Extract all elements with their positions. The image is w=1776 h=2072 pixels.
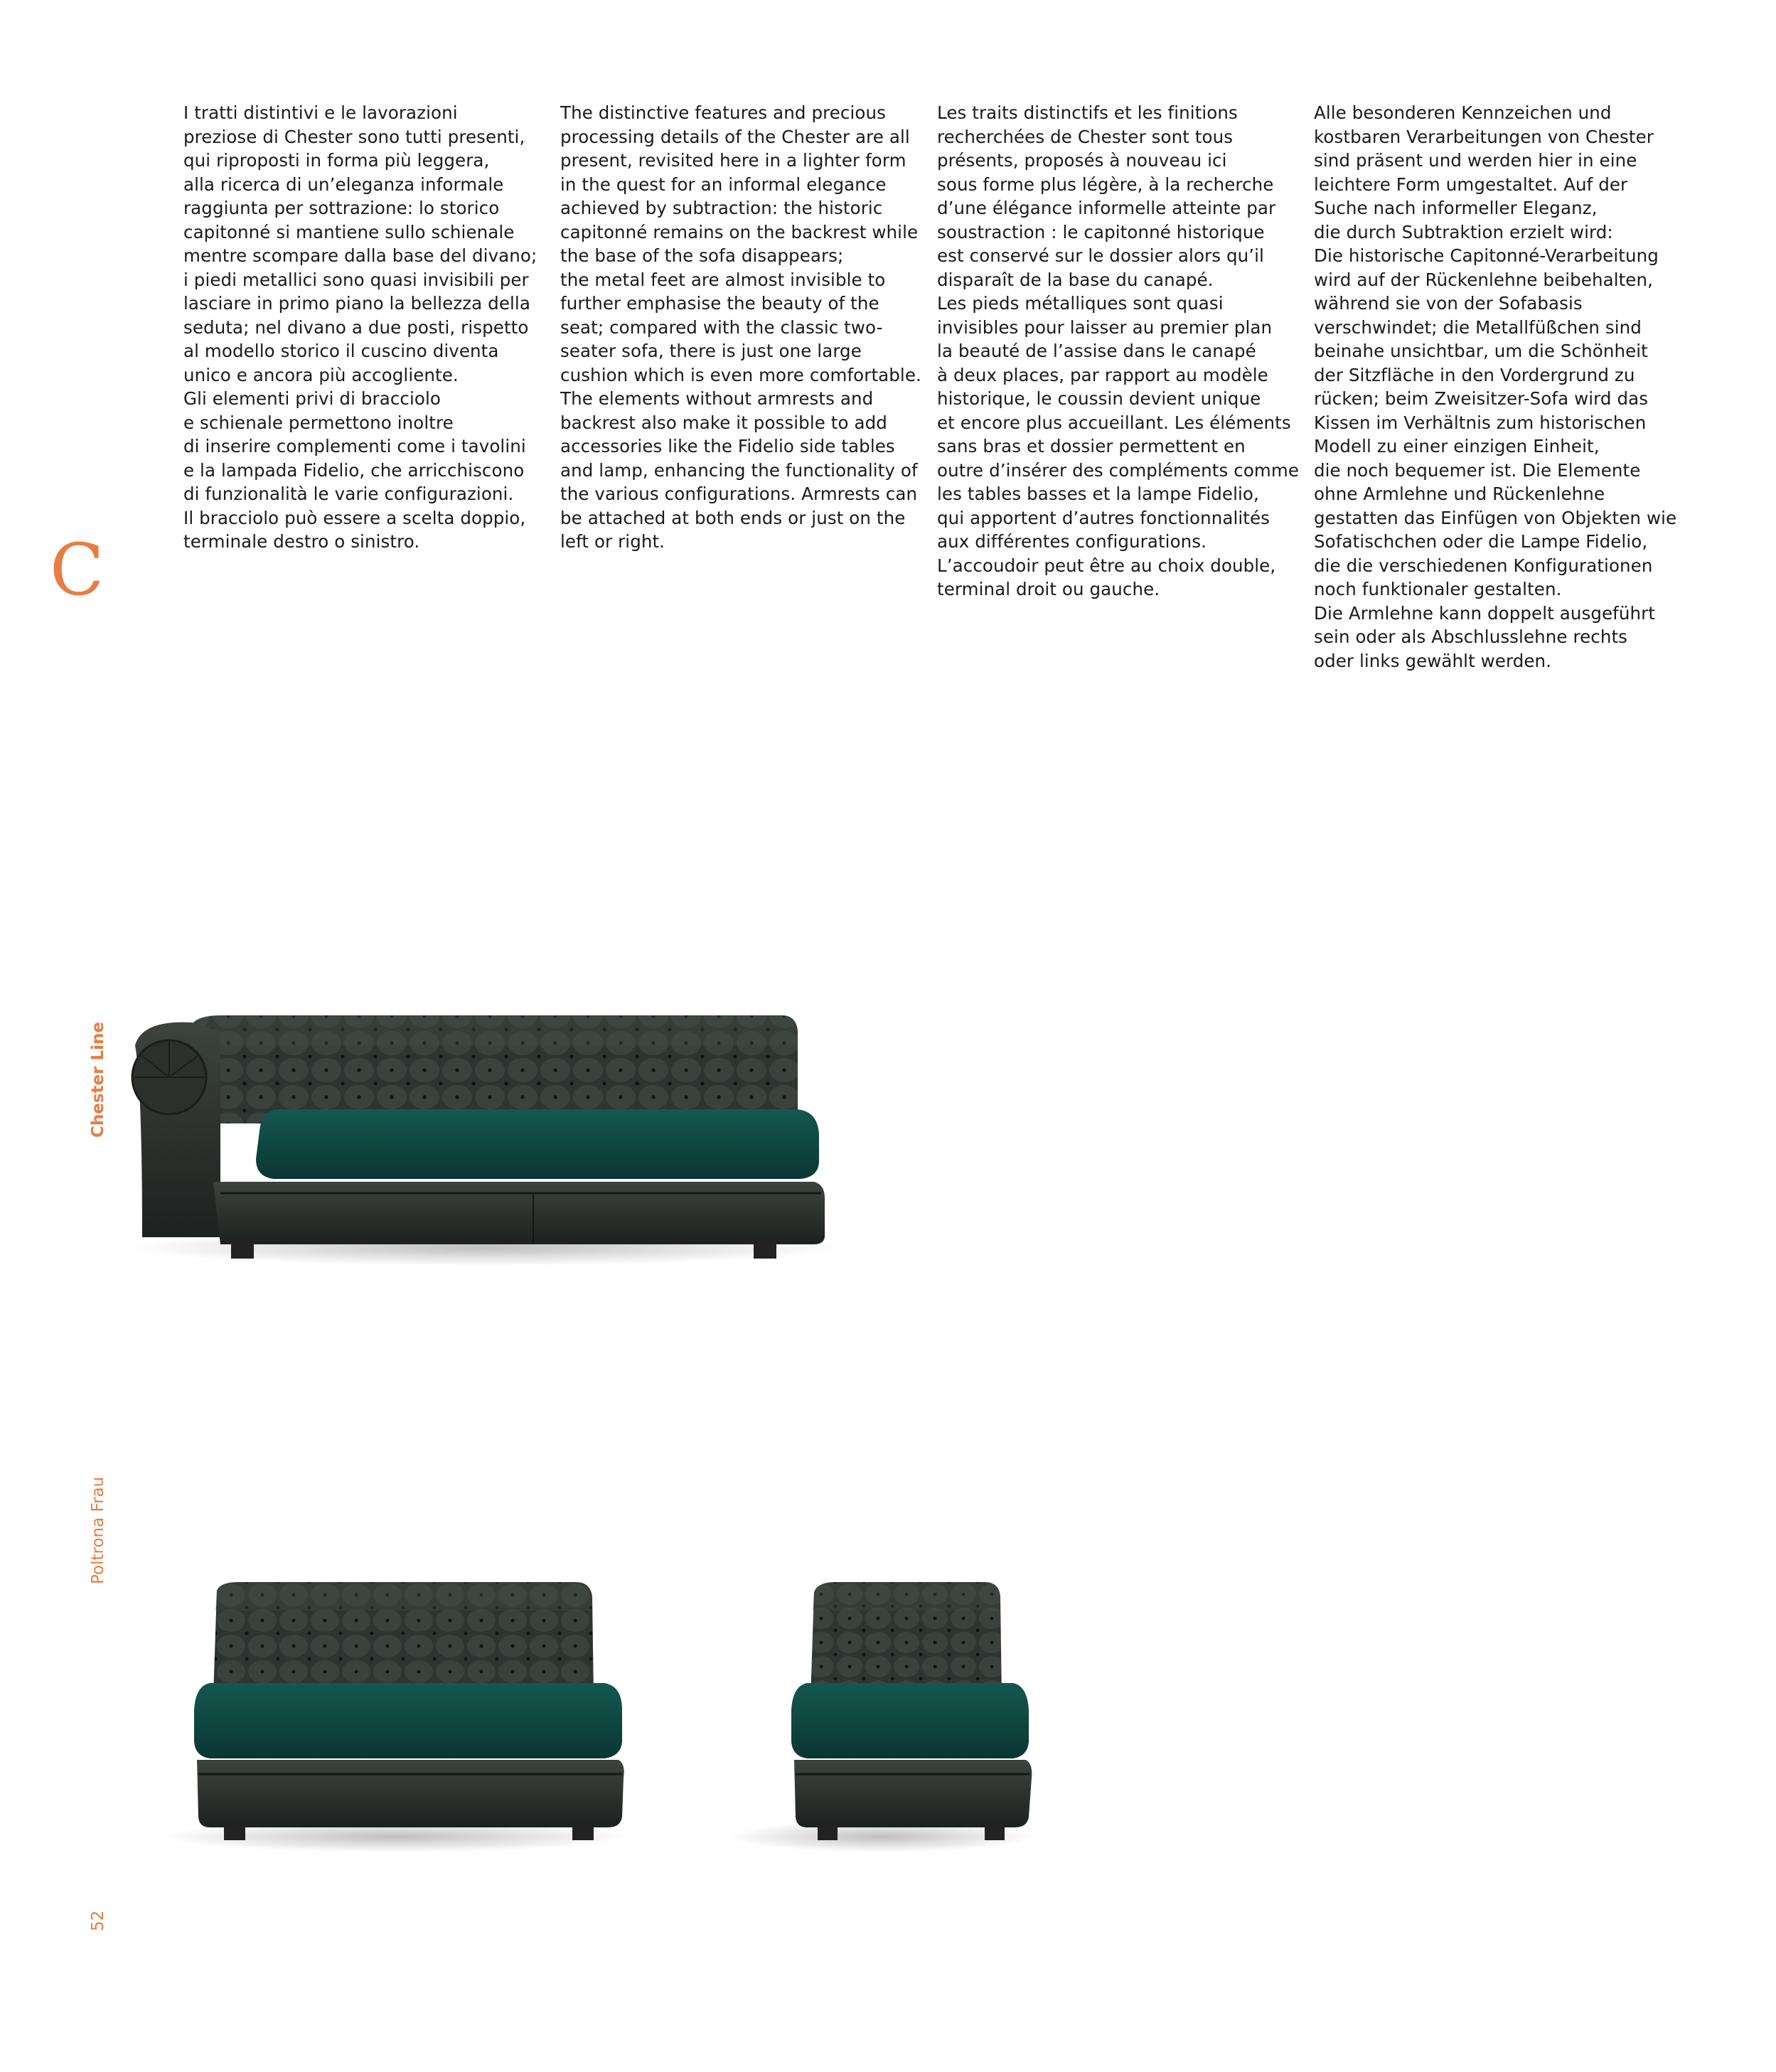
text-line: L’accoudoir peut être au choix double,	[937, 555, 1276, 576]
text-line: seater sofa, there is just one large	[560, 341, 862, 361]
text-line: the various configurations. Armrests can	[560, 484, 918, 504]
text-line: beinahe unsichtbar, um die Schönheit	[1314, 341, 1648, 361]
text-line: aux différentes configurations.	[937, 531, 1207, 552]
text-line: left or right.	[560, 531, 665, 552]
text-line: Sofatischchen oder die Lampe Fidelio,	[1314, 531, 1648, 552]
brand-label: Poltrona Frau	[89, 1476, 107, 1584]
text-line: invisibles pour laisser au premier plan	[937, 316, 1273, 338]
text-line: The distinctive features and precious	[560, 102, 886, 123]
text-line: d’une élégance informelle atteinte par	[937, 198, 1276, 218]
text-line: Les pieds métalliques sont quasi	[937, 293, 1224, 314]
text-line: et encore plus accueillant. Les éléments	[937, 412, 1291, 433]
text-line: capitonné si mantiene sullo schienale	[183, 221, 515, 242]
text-line: wird auf der Rückenlehne beibehalten,	[1314, 269, 1653, 290]
text-line: gestatten das Einfügen von Objekten wie	[1314, 507, 1677, 528]
text-line: i piedi metallici sono quasi invisibili per	[183, 269, 529, 290]
text-line: oder links gewählt werden.	[1314, 650, 1552, 671]
text-line: seduta; nel divano a due posti, rispetto	[183, 316, 529, 338]
text-line: der Sitzfläche in den Vordergrund zu	[1314, 364, 1635, 385]
text-line: unico e ancora più accogliente.	[183, 364, 459, 385]
text-line: the metal feet are almost invisible to	[560, 269, 886, 290]
body-text-french	[937, 101, 1300, 602]
text-line: noch funktionaler gestalten.	[1314, 579, 1562, 599]
text-line: Modell zu einer einzigen Einheit,	[1314, 436, 1600, 456]
text-line: soustraction : le capitonné historique	[937, 221, 1265, 242]
chester-two-seater-armless-image	[153, 1582, 636, 1859]
text-line: outre d’insérer des compléments comme	[937, 459, 1300, 481]
text-line: be attached at both ends or just on the	[560, 507, 906, 528]
text-line: disparaît de la base du canapé.	[937, 269, 1214, 290]
text-line: Les traits distinctifs et les finitions	[937, 102, 1238, 123]
text-line: historique, le coussin devient unique	[937, 388, 1261, 409]
text-line: The elements without armrests and	[560, 388, 874, 409]
text-line: present, revisited here in a lighter form	[560, 150, 906, 171]
text-line: cushion which is even more comfortable.	[560, 364, 921, 385]
text-line: recherchées de Chester sont tous	[937, 126, 1234, 147]
text-line: die die verschiedenen Konfigurationen	[1314, 555, 1653, 576]
text-line: in the quest for an informal elegance	[560, 173, 887, 195]
text-line: ohne Armlehne und Rückenlehne	[1314, 484, 1605, 504]
text-line: backrest also make it possible to add	[560, 412, 887, 433]
text-line: Die historische Capitonné-Verarbeitung	[1314, 245, 1659, 266]
text-line: alla ricerca di un’eleganza informale	[183, 173, 504, 195]
body-text-german	[1314, 101, 1677, 673]
text-line: accessories like the Fidelio side tables	[560, 436, 895, 456]
series-label: Chester Line	[89, 1022, 107, 1138]
body-text-english	[560, 101, 921, 554]
chester-single-armless-image	[722, 1582, 1042, 1859]
text-line: est conservé sur le dossier alors qu’il	[937, 245, 1264, 266]
text-line: e la lampada Fidelio, che arricchiscono	[183, 459, 525, 481]
text-line: raggiunta per sottrazione: lo storico	[183, 198, 500, 218]
text-line: les tables basses et la lampe Fidelio,	[937, 484, 1259, 504]
text-line: kostbaren Verarbeitungen von Chester	[1314, 126, 1654, 147]
text-line: I tratti distintivi e le lavorazioni	[183, 102, 458, 123]
text-line: qui apportent d’autres fonctionnalités	[937, 507, 1271, 528]
text-line: di inserire complementi come i tavolini	[183, 436, 526, 456]
text-line: achieved by subtraction: the historic	[560, 198, 883, 218]
text-line: and lamp, enhancing the functionality of	[560, 459, 918, 481]
text-line: sind präsent und werden hier in eine	[1314, 150, 1637, 171]
text-line: Gli elementi privi di bracciolo	[183, 388, 441, 409]
text-line: Die Armlehne kann doppelt ausgeführt	[1314, 602, 1656, 624]
text-line: rücken; beim Zweisitzer-Sofa wird das	[1314, 388, 1649, 409]
text-line: sans bras et dossier permettent en	[937, 436, 1246, 456]
text-line: capitonné remains on the backrest while	[560, 221, 919, 242]
text-line: Alle besonderen Kennzeichen und	[1314, 102, 1612, 123]
text-line: seat; compared with the classic two-	[560, 316, 883, 338]
text-line: di funzionalità le varie configurazioni.	[183, 484, 514, 504]
text-line: preziose di Chester sono tutti presenti,	[183, 126, 525, 147]
text-line: Suche nach informeller Eleganz,	[1314, 198, 1598, 218]
text-line: the base of the sofa disappears;	[560, 245, 844, 266]
chester-sofa-with-armrest-image	[114, 1003, 832, 1280]
text-line: die noch bequemer ist. Die Elemente	[1314, 459, 1641, 481]
text-line: verschwindet; die Metallfüßchen sind	[1314, 316, 1642, 338]
text-line: während sie von der Sofabasis	[1314, 293, 1583, 314]
body-text-italian	[183, 101, 539, 554]
text-line: e schienale permettono inoltre	[183, 412, 454, 433]
text-line: al modello storico il cuscino diventa	[183, 341, 499, 361]
text-line: sous forme plus légère, à la recherche	[937, 173, 1274, 195]
text-line: terminale destro o sinistro.	[183, 531, 420, 552]
section-initial: C	[50, 528, 105, 612]
text-line: leichtere Form umgestaltet. Auf der	[1314, 173, 1628, 195]
text-line: terminal droit ou gauche.	[937, 579, 1160, 599]
text-line: further emphasise the beauty of the	[560, 293, 879, 314]
text-line: lasciare in primo piano la bellezza della	[183, 293, 530, 314]
text-line: Il bracciolo può essere a scelta doppio,	[183, 507, 526, 528]
text-line: présents, proposés à nouveau ici	[937, 150, 1227, 171]
text-line: mentre scompare dalla base del divano;	[183, 245, 537, 266]
text-line: die durch Subtraktion erzielt wird:	[1314, 221, 1613, 242]
text-line: la beauté de l’assise dans le canapé	[937, 341, 1256, 361]
page-number: 52	[89, 1910, 107, 1931]
text-line: qui riproposti in forma più leggera,	[183, 150, 490, 171]
text-line: sein oder als Abschlusslehne rechts	[1314, 626, 1628, 647]
text-line: processing details of the Chester are all	[560, 126, 910, 147]
text-line: Kissen im Verhältnis zum historischen	[1314, 412, 1647, 433]
text-line: à deux places, par rapport au modèle	[937, 364, 1268, 385]
